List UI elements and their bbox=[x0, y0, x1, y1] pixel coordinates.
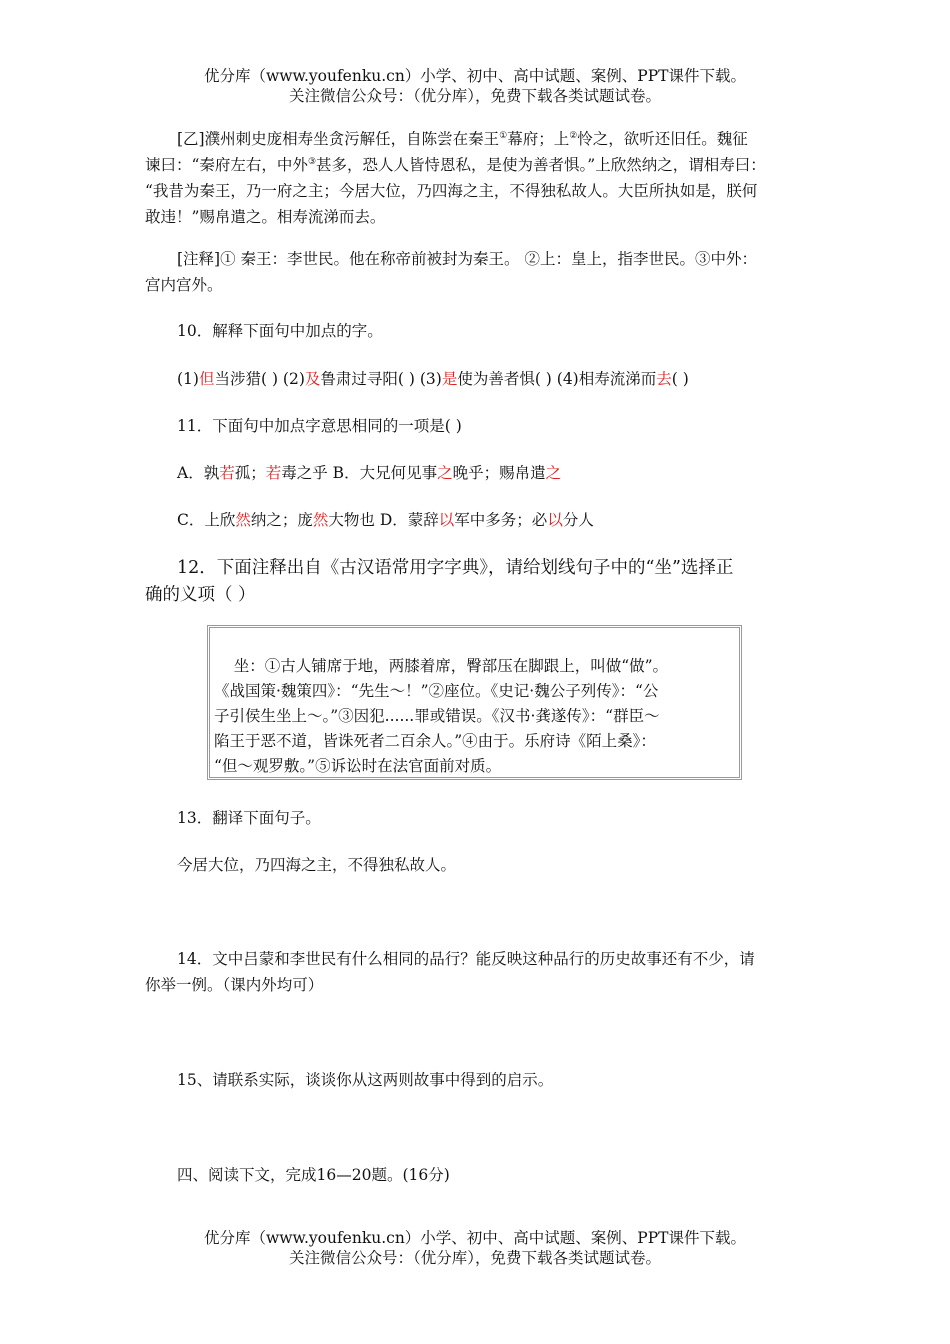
question-14 bbox=[145, 946, 815, 998]
footer-line-1: 优分库（www.youfenku.cn）小学、初中、高中试题、案例、PPT课件下载。 bbox=[203, 1229, 747, 1247]
dict-line: 陷王于恶不道，皆诛死者二百余人。”④由于。乐府诗《陌上桑》： bbox=[214, 732, 656, 750]
question-11-options-cd: C．上欣然纳之；庞然大物也 D．蒙辞以军中多务；必以分人 bbox=[177, 511, 594, 529]
note-line-1: [注释]① 秦王：李世民。他在称帝前被封为秦王。 ②上：皇上，指李世民。③中外： bbox=[177, 250, 757, 268]
dotted-char: 然 bbox=[235, 511, 251, 529]
passage bbox=[145, 126, 815, 230]
dotted-char: 若 bbox=[265, 464, 282, 482]
dotted-char: 然 bbox=[312, 511, 329, 529]
dotted-char: 若 bbox=[219, 464, 235, 482]
question-10-stem: 10．解释下面句中加点的字。 bbox=[177, 322, 383, 340]
question-12-stem bbox=[145, 555, 815, 609]
page-header bbox=[0, 66, 950, 106]
dictionary-entry-box bbox=[207, 625, 742, 780]
dict-line: 子引侯生坐上～。”③因犯......罪或错误。《汉书·龚遂传》：“群臣～ bbox=[214, 707, 660, 725]
dotted-char: 以 bbox=[547, 511, 563, 529]
dotted-char: 及 bbox=[304, 370, 321, 388]
dict-line: “但～观罗敷。”⑤诉讼时在法官面前对质。 bbox=[214, 757, 502, 775]
dictionary-entry-text bbox=[214, 654, 736, 779]
note-line-2: 宫内宫外。 bbox=[145, 276, 223, 294]
section-4-heading: 四、阅读下文，完成16—20题。(16分) bbox=[177, 1166, 450, 1184]
header-line-2: 关注微信公众号：（优分库），免费下载各类试题试卷。 bbox=[288, 87, 661, 105]
dotted-char: 去 bbox=[656, 370, 672, 388]
header-line-1: 优分库（www.youfenku.cn）小学、初中、高中试题、案例、PPT课件下载。 bbox=[203, 67, 747, 85]
annotation-notes bbox=[145, 246, 815, 298]
dotted-char: 是 bbox=[441, 370, 458, 388]
dotted-char: 但 bbox=[198, 370, 215, 388]
question-15: 15、请联系实际，谈谈你从这两则故事中得到的启示。 bbox=[177, 1071, 554, 1089]
dotted-char: 之 bbox=[437, 464, 453, 482]
q14-line-1: 14．文中吕蒙和李世民有什么相同的品行？能反映这种品行的历史故事还有不少，请 bbox=[177, 950, 755, 968]
question-13-sentence: 今居大位，乃四海之主，不得独私故人。 bbox=[177, 856, 457, 874]
passage-line-4: 敢违！”赐帛遣之。相寿流涕而去。 bbox=[145, 208, 386, 226]
q12-line-2: 确的义项（ ） bbox=[145, 585, 256, 605]
dict-line: 《战国策·魏策四》：“先生～！”②座位。《史记·魏公子列传》：“公 bbox=[214, 682, 659, 700]
passage-line-1: [乙]濮州刺史庞相寿坐贪污解任，自陈尝在秦王①幕府；上②怜之，欲听还旧任。魏征 bbox=[177, 130, 748, 148]
dict-line: 坐：①古人铺席于地，两膝着席，臀部压在脚跟上，叫做“做”。 bbox=[214, 657, 669, 675]
q14-line-2: 你举一例。（课内外均可） bbox=[145, 976, 324, 994]
dotted-char: 以 bbox=[438, 511, 455, 529]
question-10-items: (1)但当涉猎( ) (2)及鲁肃过寻阳( ) (3)是使为善者惧( ) (4)相寿流涕而去( ) bbox=[177, 370, 689, 388]
question-11-stem: 11．下面句中加点字意思相同的一项是( ) bbox=[177, 417, 462, 435]
question-13-stem: 13．翻译下面句子。 bbox=[177, 809, 321, 827]
footer-line-2: 关注微信公众号：（优分库），免费下载各类试题试卷。 bbox=[288, 1249, 661, 1267]
page-footer bbox=[0, 1228, 950, 1268]
passage-line-2: 谏曰：“秦府左右，中外③甚多，恐人人皆恃恩私，是使为善者惧。”上欣然纳之，谓相寿曰： bbox=[145, 156, 766, 174]
dotted-char: 之 bbox=[545, 464, 562, 482]
q12-line-1: 12．下面注释出自《古汉语常用字字典》，请给划线句子中的“坐”选择正 bbox=[177, 558, 734, 578]
question-11-options-ab: A．孰若孤；若毒之乎 B．大兄何见事之晚乎；赐帛遣之 bbox=[177, 464, 562, 482]
passage-line-3: “我昔为秦王，乃一府之主；今居大位，乃四海之主，不得独私故人。大臣所执如是，朕何 bbox=[145, 182, 758, 200]
